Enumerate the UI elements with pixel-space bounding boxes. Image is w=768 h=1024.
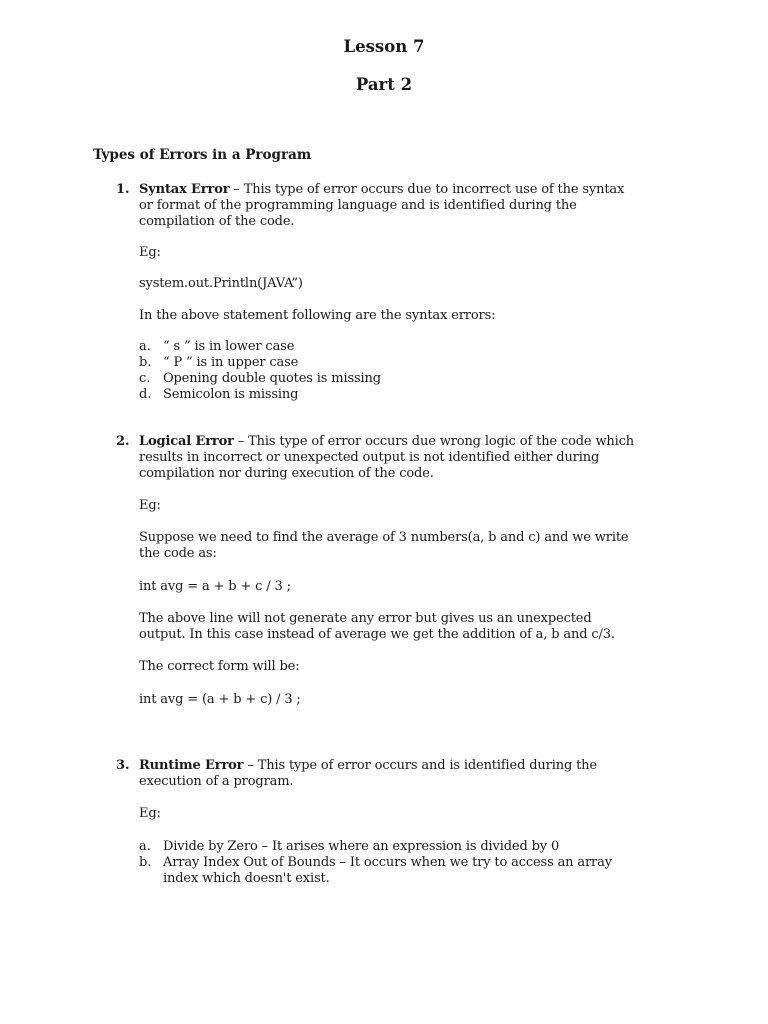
logical-code-correct: int avg = (a + b + c) / 3 ; — [139, 692, 301, 707]
syntax-item-text: Semicolon is missing — [163, 387, 299, 402]
syntax-desc-line2: or format of the programming language and is identified during the — [139, 198, 577, 213]
syntax-error-description — [139, 182, 624, 198]
syntax-item-letter: d. — [139, 387, 152, 402]
item-number-1: 1. — [116, 182, 130, 197]
logical-error-term: Logical Error — [139, 434, 234, 449]
part-title: Part 2 — [355, 75, 413, 94]
syntax-item-letter: c. — [139, 371, 151, 386]
logical-desc-line2: results in incorrect or unexpected output is not identified either during — [139, 450, 600, 465]
runtime-error-description — [139, 758, 597, 774]
runtime-desc-line1: – This type of error occurs and is identified during the — [243, 758, 597, 773]
syntax-code-example: system.out.Println(JAVA”) — [139, 276, 303, 291]
lesson-title: Lesson 7 — [343, 37, 425, 56]
item-number-2: 2. — [116, 434, 130, 449]
section-heading: Types of Errors in a Program — [93, 147, 312, 163]
runtime-eg-label: Eg: — [139, 806, 161, 821]
syntax-desc-line1: – This type of error occurs due to incorrect use of the syntax — [229, 182, 625, 197]
logical-error-description — [139, 434, 634, 450]
logical-para2-line1: The above line will not generate any error but gives us an unexpected — [139, 611, 592, 626]
logical-desc-line3: compilation nor during execution of the code. — [139, 466, 434, 481]
runtime-item-text-continued: index which doesn't exist. — [163, 871, 330, 886]
syntax-item-text: “ s ” is in lower case — [163, 339, 295, 354]
runtime-item-text: Divide by Zero – It arises where an expression is divided by 0 — [163, 839, 560, 854]
logical-para3: The correct form will be: — [139, 659, 300, 674]
syntax-item-letter: a. — [139, 339, 151, 354]
runtime-item-letter: b. — [139, 855, 152, 870]
runtime-error-term: Runtime Error — [139, 758, 244, 773]
logical-para1-line1: Suppose we need to find the average of 3 numbers(a, b and c) and we write — [139, 530, 629, 545]
runtime-item-letter: a. — [139, 839, 151, 854]
syntax-item-letter: b. — [139, 355, 152, 370]
syntax-item-text: “ P ” is in upper case — [163, 355, 299, 370]
syntax-item-text: Opening double quotes is missing — [163, 371, 381, 386]
syntax-eg-label: Eg: — [139, 245, 161, 260]
logical-para1-line2: the code as: — [139, 546, 217, 561]
runtime-desc-line2: execution of a program. — [139, 774, 294, 789]
logical-eg-label: Eg: — [139, 498, 161, 513]
runtime-item-text: Array Index Out of Bounds – It occurs when we try to access an array — [163, 855, 612, 870]
logical-para2-line2: output. In this case instead of average we get the addition of a, b and c/3. — [139, 627, 615, 642]
syntax-intro: In the above statement following are the syntax errors: — [139, 308, 496, 323]
syntax-error-term: Syntax Error — [139, 182, 230, 197]
item-number-3: 3. — [116, 758, 130, 773]
syntax-desc-line3: compilation of the code. — [139, 214, 295, 229]
logical-desc-line1: – This type of error occurs due wrong logic of the code which — [233, 434, 635, 449]
logical-code-wrong: int avg = a + b + c / 3 ; — [139, 579, 291, 594]
